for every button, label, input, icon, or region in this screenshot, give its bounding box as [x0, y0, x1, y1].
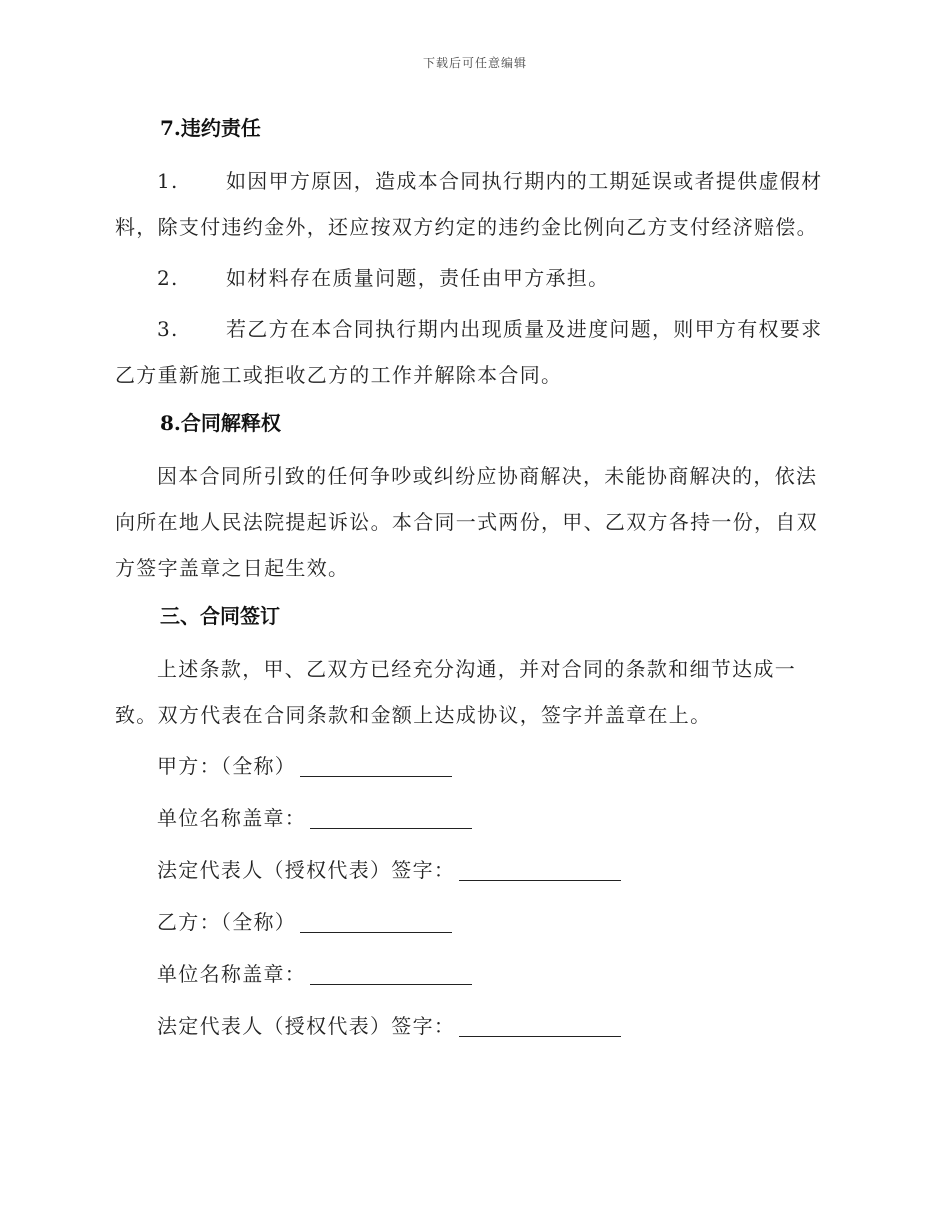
party-a-name-line [157, 743, 835, 789]
clause-number: 1. [157, 169, 179, 193]
clause-7-3 [115, 306, 835, 398]
section-3-text: 上述条款，甲、乙双方已经充分沟通，并对合同的条款和细节达成一致。双方代表在合同条款和金额上达成协议，签字并盖章在上。 [115, 657, 796, 727]
section-7-title: 7.违约责任 [160, 116, 261, 140]
clause-number: 3. [157, 317, 179, 341]
party-b-seal-line [157, 951, 835, 997]
party-a-name-label: 甲方：（全称） [157, 754, 297, 778]
party-a-seal-blank[interactable] [310, 806, 472, 829]
party-b-name-label: 乙方：（全称） [157, 910, 297, 934]
party-b-rep-line [157, 1003, 835, 1049]
party-b-seal-label: 单位名称盖章： [157, 962, 307, 986]
party-b-rep-blank[interactable] [459, 1014, 621, 1037]
party-a-rep-blank[interactable] [459, 858, 621, 881]
clause-text: 若乙方在本合同执行期内出现质量及进度问题，则甲方有权要求乙方重新施工或拒收乙方的工作并解除本合同。 [115, 317, 823, 387]
party-b-rep-label: 法定代表人（授权代表）签字： [157, 1014, 456, 1038]
clause-text: 如因甲方原因，造成本合同执行期内的工期延误或者提供虚假材料，除支付违约金外，还应按双方约定的违约金比例向乙方支付经济赔偿。 [115, 169, 823, 239]
party-a-rep-line [157, 847, 835, 893]
section-8-text: 因本合同所引致的任何争吵或纠纷应协商解决，未能协商解决的，依法向所在地人民法院提起诉讼。本合同一式两份，甲、乙双方各持一份，自双方签字盖章之日起生效。 [115, 464, 818, 580]
party-a-rep-label: 法定代表人（授权代表）签字： [157, 858, 456, 882]
party-a-name-blank[interactable] [300, 754, 452, 777]
party-b-seal-blank[interactable] [310, 962, 472, 985]
section-8-title: 8.合同解释权 [160, 411, 281, 435]
clause-7-1 [115, 158, 835, 250]
document-body [115, 108, 835, 1055]
party-a-seal-label: 单位名称盖章： [157, 806, 307, 830]
section-3-title: 三、合同签订 [160, 604, 280, 628]
party-b-name-blank[interactable] [300, 910, 452, 933]
clause-text: 如材料存在质量问题，责任由甲方承担。 [226, 266, 610, 290]
clause-7-2 [115, 255, 835, 301]
page-header: 下载后可任意编辑 [422, 56, 527, 70]
clause-number: 2. [157, 266, 179, 290]
party-b-name-line [157, 899, 835, 945]
party-a-seal-line [157, 795, 835, 841]
